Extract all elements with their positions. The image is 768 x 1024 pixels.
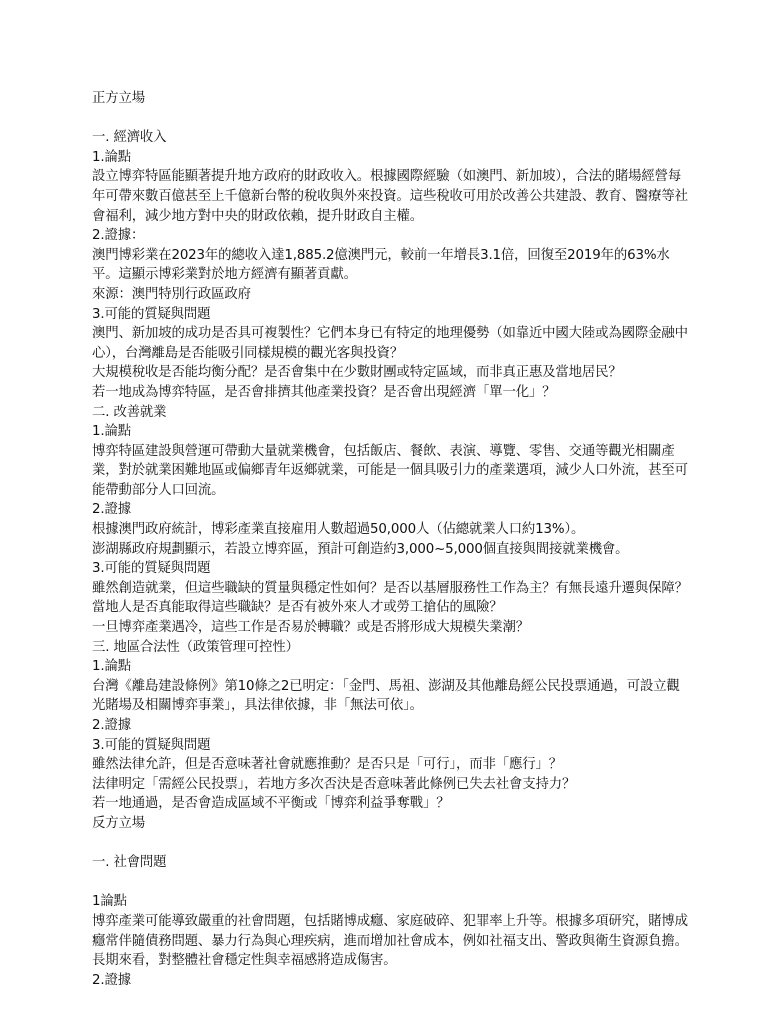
paragraph-argument: 設立博弈特區能顯著提升地方政府的財政收入。根據國際經驗（如澳門、新加坡），合法的賭場經營每年可帶來數百億甚至上千億新台幣的稅收與外來投資。這些稅收可用於改善公共建設、教育、醫療等社會福利，減少地方對中央的財政依賴，提升財政自主權。 xyxy=(92,169,688,224)
subheading-questions: 3.可能的質疑與問題 xyxy=(92,561,211,577)
subheading-evidence: 2.證據 xyxy=(92,502,131,518)
question-line: 若一地通過，是否會造成區域不平衡或「博弈利益爭奪戰」？ xyxy=(92,796,450,812)
blank-line xyxy=(92,873,692,893)
heading-pro-side: 正方立場 xyxy=(92,91,145,106)
section-heading-legality: 三. 地區合法性（政策管理可控性） xyxy=(92,639,299,655)
subheading-questions: 3.可能的質疑與問題 xyxy=(92,306,211,322)
paragraph-argument: 台灣《離島建設條例》第10條之2已明定：「金門、馬祖、澎湖及其他離島經公民投票通過，可設立觀光賭場及相關博弈事業」，具法律依據，非「無法可依」。 xyxy=(92,678,680,714)
subheading-evidence: 2.證據： xyxy=(92,228,145,244)
heading-con-side: 反方立場 xyxy=(92,815,145,831)
question-line: 大規模稅收是否能均衡分配？是否會集中在少數財團或特定區域，而非真正惠及當地居民？ xyxy=(92,365,622,381)
question-line: 當地人是否真能取得這些職缺？是否有被外來人才或勞工搶佔的風險？ xyxy=(92,600,503,616)
section-heading-employment: 二. 改善就業 xyxy=(92,404,167,420)
question-line: 雖然創造就業，但這些職缺的質量與穩定性如何？是否以基層服務性工作為主？有無長遠升遷與保障？ xyxy=(92,580,688,596)
source-line: 來源：澳門特別行政區政府 xyxy=(92,286,251,302)
paragraph-argument: 博弈特區建設與營運可帶動大量就業機會，包括飯店、餐飲、表演、導覽、零售、交通等觀光相關產業，對於就業困難地區或偏鄉青年返鄉就業，可能是一個具吸引力的產業選項，減少人口外流，甚至可能帶動部分人口回流。 xyxy=(92,443,688,498)
section-heading-economy: 一. 經濟收入 xyxy=(92,130,167,146)
question-line: 法律明定「需經公民投票」，若地方多次否決是否意味著此條例已失去社會支持力？ xyxy=(92,776,576,792)
subheading-evidence: 2.證據 xyxy=(92,972,131,988)
subheading-argument: 1論點 xyxy=(92,894,127,910)
blank-line xyxy=(92,834,692,854)
subheading-argument: 1.論點 xyxy=(92,659,131,675)
subheading-argument: 1.論點 xyxy=(92,424,131,440)
paragraph-evidence: 澳門博彩業在2023年的總收入達1,885.2億澳門元，較前一年增長3.1倍，回復至2019年的63%水平。這顯示博彩業對於地方經濟有顯著貢獻。 xyxy=(92,247,670,283)
evidence-line: 根據澳門政府統計，博彩產業直接雇用人數超過50,000人（佔總就業人口約13%）。 xyxy=(92,522,585,538)
evidence-line: 澎湖縣政府規劃顯示，若設立博弈區，預計可創造約3,000~5,000個直接與間接就業機會。 xyxy=(92,541,629,557)
subheading-questions: 3.可能的質疑與問題 xyxy=(92,737,211,753)
blank-line xyxy=(92,109,692,129)
subheading-argument: 1.論點 xyxy=(92,149,131,165)
question-line: 若一地成為博弈特區，是否會排擠其他產業投資？是否會出現經濟「單一化」？ xyxy=(92,384,556,400)
subheading-evidence: 2.證據 xyxy=(92,718,131,733)
paragraph-argument: 博弈產業可能導致嚴重的社會問題，包括賭博成癮、家庭破碎、犯罪率上升等。根據多項研究，賭博成癮常伴隨債務問題、暴力行為與心理疾病，進而增加社會成本，例如社福支出、警政與衛生資源負擔。長期來看，對整體社會穩定性與幸福感將造成傷害。 xyxy=(92,913,688,969)
question-line: 一旦博弈產業遇冷，這些工作是否易於轉職？或是否將形成大規模失業潮？ xyxy=(92,620,529,636)
question-line: 澳門、新加坡的成功是否具可複製性？它們本身已有特定的地理優勢（如靠近中國大陸或為國際金融中心），台灣離島是否能吸引同樣規模的觀光客與投資？ xyxy=(92,326,688,361)
section-heading-social: 一. 社會問題 xyxy=(92,855,167,871)
question-line: 雖然法律允許，但是否意味著社會就應推動？是否只是「可行」，而非「應行」？ xyxy=(92,757,562,773)
document-body xyxy=(92,89,692,990)
